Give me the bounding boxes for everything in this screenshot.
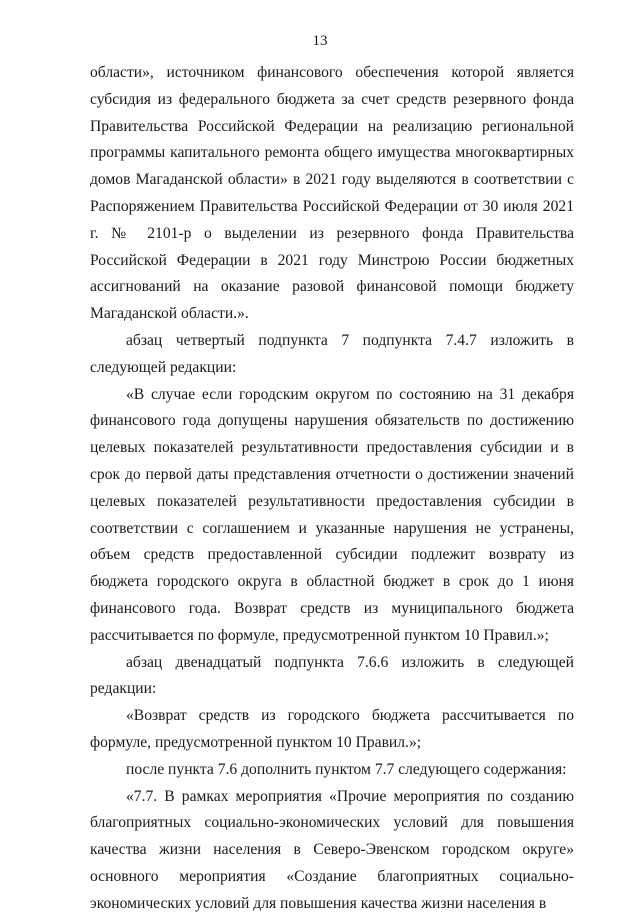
paragraph-quoted-text: «В случае если городским округом по состоянию на 31 декабря финансового года допущены нарушения обязательств по достижению целевых показателей результативности предоставления субсидии и в срок до первой даты представления отчетности о достижении значений целевых показателей результативности предоставления субсидии в соответствии с соглашением и указанные нарушения не устранены, объем средств предоставленной субсидии подлежит возврату из бюджета городского округа в областной бюджет в срок до 1 июня финансового года. Возврат средств из муниципального бюджета рассчитывается по формуле, предусмотренной пунктом 10 Правил.»; (90, 385, 574, 644)
paragraph-quoted-text: «7.7. В рамках мероприятия «Прочие мероприятия по созданию благоприятных социально-экономических условий для повышения качества жизни населения в Северо-Эвенском городском округе» основного мероприятия «Создание благоприятных социально-экономических условий для повышения качества жизни населения в (90, 787, 574, 912)
paragraph-amendment-instruction: абзац четвертый подпункта 7 подпункта 7.4.7 изложить в следующей редакции: (90, 331, 574, 376)
paragraph-quoted-text: «Возврат средств из городского бюджета рассчитывается по формуле, предусмотренной пунктом 10 Правил.»; (90, 707, 574, 751)
document-body (90, 60, 574, 918)
page-number: 13 (312, 33, 328, 49)
paragraph-amendment-instruction: абзац двенадцатый подпункта 7.6.6 изложить в следующей редакции: (90, 653, 574, 698)
paragraph-continuation: области», источником финансового обеспечения которой является субсидия из федерального бюджета за счет средств резервного фонда Правительства Российской Федерации на реализацию региональной программы капитального ремонта общего имущества многоквартирных домов Магаданской области» в 2021 году выделяются в соответствии с Распоряжением Правительства Российской Федерации от 30 июля 2021 г. № 2101-р о выделении из резервного фонда Правительства Российской Федерации в 2021 году Минстрою России бюджетных ассигнований на оказание разовой финансовой помощи бюджету Магаданской области.». (90, 64, 574, 323)
paragraph-amendment-instruction: после пункта 7.6 дополнить пунктом 7.7 следующего содержания: (126, 760, 567, 778)
